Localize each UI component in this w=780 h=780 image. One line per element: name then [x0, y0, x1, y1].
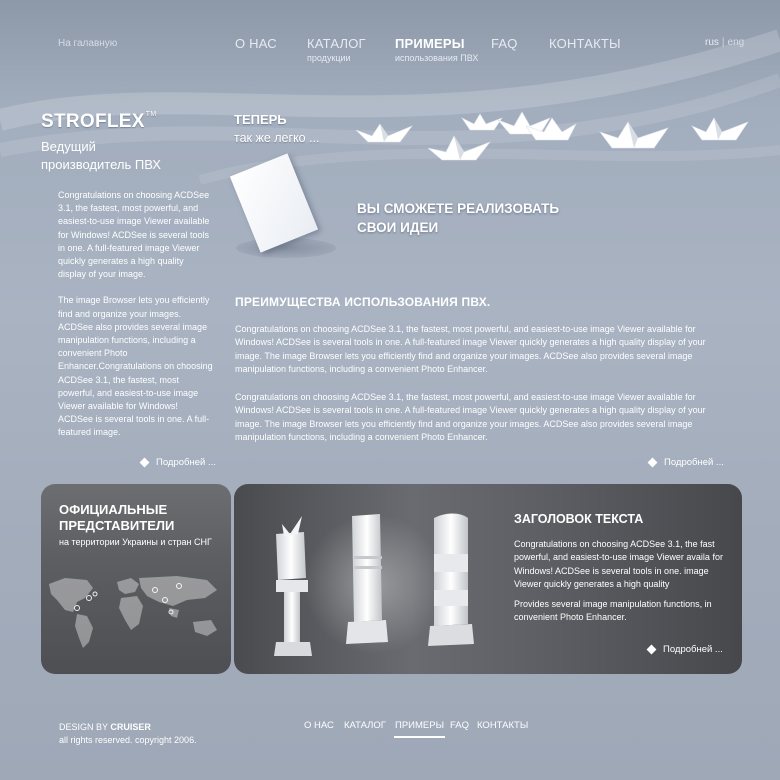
display-stands-image — [254, 504, 504, 672]
paragraph: Congratulations on choosing ACDSee 3.1, the fast powerful, and easiest-to-use image Viewer availa for Windows! ACDSee is several tools in one. image Viewer quickly generates a high quality — [514, 539, 723, 590]
designer-name[interactable]: CRUISER — [110, 722, 151, 732]
nav-item-contacts[interactable] — [549, 36, 621, 51]
trademark-mark: TM — [145, 111, 157, 118]
hero-title — [234, 111, 320, 147]
hero-title-line: ТЕПЕРЬ — [234, 112, 287, 127]
slogan-line: ВЫ СМОЖЕТЕ РЕАЛИЗОВАТЬ — [357, 201, 560, 216]
advantages-paragraph: Congratulations on choosing ACDSee 3.1, the fastest, most powerful, and easiest-to-use image Viewer available for Windows! ACDSee is several tools in one. A full-featured image Viewer quickly generates a high quality display of your image. The image Browser lets you efficiently find and organize your images. ACDSee also provides several image manipulation functions, including a convenient Photo Enhancer. — [235, 392, 706, 443]
diamond-bullet-icon — [140, 458, 150, 468]
hero-slogan — [357, 199, 559, 237]
tagline-line: Ведущий — [41, 139, 96, 154]
more-label: Подробней ... — [156, 457, 216, 468]
nav-sublabel: использования ПВХ — [395, 53, 479, 63]
paragraph: Provides several image manipulation functions, in convenient Photo Enhancer. — [514, 598, 712, 623]
nav-label: КАТАЛОГ — [307, 36, 366, 51]
footer-nav-about[interactable]: О НАС — [304, 720, 334, 731]
paragraph: The image Browser lets you efficiently find and organize your images. ACDSee also provides several image manipulation functions, including a convenient Photo Enhancer.Congratulations on choosing ACDSee 3.1, the fastest, most powerful, and easiest-to-use image Viewer available for Windows! ACDSee is several tools in one. A full-featured image. — [58, 295, 213, 438]
advantages-title: ПРЕИМУЩЕСТВА ИСПОЛЬЗОВАНИЯ ПВХ. — [235, 295, 491, 309]
nav-label: ПРИМЕРЫ — [395, 36, 465, 51]
language-switcher — [705, 37, 744, 48]
nav-label: FAQ — [491, 36, 518, 51]
reps-title-line: ОФИЦИАЛЬНЫЕ — [59, 502, 168, 517]
diamond-bullet-icon — [647, 645, 657, 655]
footer-nav-contacts[interactable]: КОНТАКТЫ — [477, 720, 529, 731]
nav-item-about[interactable] — [235, 36, 277, 51]
nav-item-faq[interactable] — [491, 36, 518, 51]
footer-credits — [59, 721, 197, 747]
advantages-more-link[interactable] — [649, 457, 724, 468]
lang-separator: | — [721, 37, 725, 48]
floating-card-image — [230, 153, 318, 252]
representatives-subtitle: на территории Украины и стран СНГ — [59, 537, 212, 547]
lang-eng-link[interactable]: eng — [727, 37, 745, 48]
footer-nav-examples[interactable]: ПРИМЕРЫ — [395, 720, 444, 731]
design-by-label: DESIGN BY — [59, 722, 108, 732]
lang-rus-link[interactable]: rus — [705, 37, 719, 48]
slogan-line: СВОИ ИДЕИ — [357, 220, 439, 235]
paragraph: Congratulations on choosing ACDSee 3.1, the fastest, most powerful, and easiest-to-use image Viewer available for Windows! ACDSee is several tools in one. A full-featured image Viewer quickly generates a high quality display of your image. — [58, 190, 210, 280]
diamond-bullet-icon — [648, 458, 658, 468]
nav-label: О НАС — [235, 36, 277, 51]
brand-logo[interactable] — [41, 111, 156, 133]
left-intro-text — [58, 189, 214, 453]
footer-nav-catalog[interactable]: КАТАЛОГ — [344, 720, 386, 731]
world-map-image — [47, 572, 227, 652]
tagline-line: производитель ПВХ — [41, 157, 161, 172]
feature-text — [514, 538, 736, 630]
representatives-panel[interactable] — [41, 484, 231, 674]
advantages-paragraph: Congratulations on choosing ACDSee 3.1, the fastest, most powerful, and easiest-to-use image Viewer available for Windows! ACDSee is several tools in one. A full-featured image Viewer quickly generates a high quality display of your image. The image Browser lets you efficiently find and organize your images. ACDSee also provides several image manipulation functions, including a convenient Photo Enhancer. — [235, 324, 706, 375]
hero-title-line: так же легко ... — [234, 131, 320, 145]
nav-sublabel: продукции — [307, 53, 351, 63]
more-label: Подробней ... — [664, 457, 724, 468]
left-more-link[interactable] — [141, 457, 216, 468]
nav-label: КОНТАКТЫ — [549, 36, 621, 51]
reps-title-line: ПРЕДСТАВИТЕЛИ — [59, 518, 175, 533]
more-label: Подробней ... — [663, 644, 723, 655]
nav-item-catalog[interactable] — [307, 36, 366, 63]
brand-tagline — [41, 138, 201, 174]
nav-item-examples[interactable] — [395, 36, 478, 63]
footer-nav-faq[interactable]: FAQ — [450, 720, 470, 731]
copyright-text: all rights reserved. copyright 2006. — [59, 735, 197, 745]
representatives-title — [59, 502, 174, 534]
feature-more-link[interactable] — [648, 644, 723, 655]
feature-panel — [234, 484, 742, 674]
brand-name: STROFLEX — [41, 111, 145, 132]
feature-title: ЗАГОЛОВОК ТЕКСТА — [514, 512, 644, 526]
paper-boats-image — [350, 108, 760, 168]
home-link[interactable]: На галавную — [58, 38, 118, 49]
